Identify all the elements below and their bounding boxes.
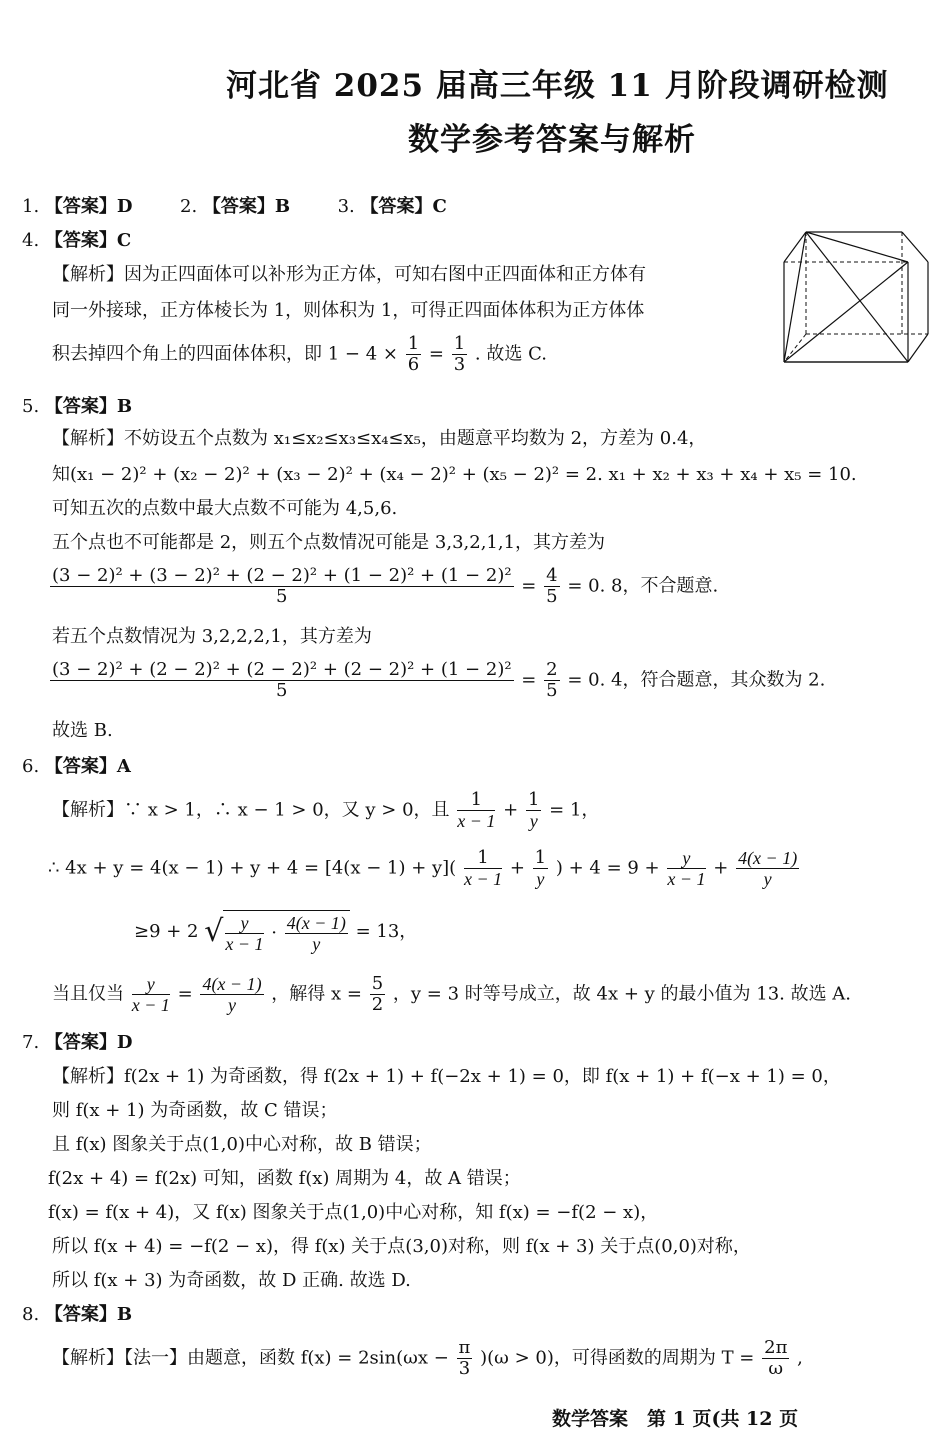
fraction [544, 660, 559, 701]
q6-number: 6. [22, 756, 40, 777]
denominator: 5 [546, 680, 558, 701]
denominator: 3 [453, 354, 466, 375]
q5-line1: 【解析】不妨设五个点数为 x₁≤x₂≤x₃≤x₄≤x₅，由题意平均数为 2，方差为 0.4， [52, 428, 707, 449]
q6-text: ，解得 x = [271, 983, 362, 1005]
fraction [370, 974, 385, 1015]
denominator: y [228, 995, 236, 1015]
q5-formula2-result: = 0. 4，符合题意，其众数为 2. [567, 669, 826, 691]
numerator: 1 [457, 790, 495, 811]
q5-line2: 知(x₁ − 2)² + (x₂ − 2)² + (x₃ − 2)² + (x₄ − 2)² + (x₅ − 2)² = 2. x₁ + x₂ + x₃ + x₄ + x₅ = 10. [52, 464, 857, 485]
numerator: (3 − 2)² + (3 − 2)² + (2 − 2)² + (1 − 2)² + (1 − 2)² [52, 565, 512, 586]
numerator: 4(x − 1) [738, 848, 798, 868]
fraction [762, 1338, 789, 1379]
fraction [544, 566, 559, 607]
numerator: 2π [764, 1337, 788, 1358]
q7-line7: 所以 f(x + 3) 为奇函数，故 D 正确. 故选 D. [52, 1270, 411, 1291]
q6-line4 [52, 974, 851, 1015]
denominator: y [312, 934, 321, 954]
q6-text: ≥9 + 2 [134, 921, 199, 942]
fraction [132, 974, 170, 1015]
denominator: 2 [371, 994, 384, 1015]
sqrt-sign: √ [204, 914, 224, 949]
denominator: 6 [407, 354, 420, 375]
q7-line3: 且 f(x) 图象关于点(1,0)中心对称，故 B 错误； [52, 1134, 432, 1155]
q4-number: 4. [22, 230, 40, 251]
denominator: y [536, 869, 545, 889]
numerator: y [132, 974, 170, 995]
q6-text: ∴ 4x + y = 4(x − 1) + y + 4 = [4(x − 1) + y]( [48, 857, 457, 879]
denominator: 3 [458, 1358, 471, 1379]
fraction [50, 660, 514, 701]
numerator: 1 [464, 848, 502, 869]
numerator: 1 [534, 847, 547, 868]
q4-answer: 【答案】C [44, 230, 132, 251]
denominator: 5 [276, 680, 288, 701]
denominator: 5 [546, 586, 558, 607]
cube-tetrahedron-diagram [780, 226, 932, 368]
q6-text-end: = 13， [355, 921, 418, 942]
q5-formula1 [48, 566, 718, 607]
fraction [736, 848, 799, 889]
numerator: 1 [527, 789, 540, 810]
q4-text: 积去掉四个角上的四面体体积，即 1 − 4 × [52, 343, 398, 365]
denominator: x − 1 [131, 995, 170, 1015]
page-title: 河北省 2025 届高三年级 11 月阶段调研检测 [226, 68, 889, 104]
q5-line6: 故选 B. [52, 720, 113, 741]
q7-line5: f(x) = f(x + 4)，又 f(x) 图象关于点(1,0)中心对称，知 f(x) = −f(2 − x)， [48, 1202, 659, 1223]
q2-answer: 【答案】B [202, 196, 291, 217]
q2-number: 2. [180, 196, 198, 217]
q6-answer: 【答案】A [44, 756, 131, 777]
fraction [200, 974, 263, 1015]
page-footer: 数学答案 第 1 页(共 12 页 [552, 1408, 799, 1430]
q5-formula2 [48, 660, 825, 701]
q8-text: 【解析】【法一】由题意，函数 f(x) = 2sin(ωx − [52, 1347, 449, 1369]
fraction [225, 913, 263, 954]
q4-line1: 【解析】因为正四面体可以补形为正方体，可知右图中正四面体和正方体有 [52, 264, 646, 285]
q7-header [22, 1032, 133, 1054]
denominator: x − 1 [667, 869, 706, 889]
q6-text-end: ，y = 3 时等号成立，故 4x + y 的最小值为 13. 故选 A. [392, 983, 852, 1005]
numerator: 2 [546, 659, 558, 680]
denominator: y [763, 869, 772, 889]
numerator: 1 [407, 333, 420, 354]
equals: = [521, 575, 537, 597]
numerator: 4 [546, 565, 558, 586]
numerator: 4(x − 1) [202, 974, 262, 994]
q5-line4: 五个点也不可能都是 2，则五个点数情况可能是 3,3,2,1,1，其方差为 [52, 532, 606, 553]
fraction [406, 334, 421, 375]
numerator: (3 − 2)² + (2 − 2)² + (2 − 2)² + (2 − 2)² + (1 − 2)² [52, 659, 512, 680]
plus: + [713, 857, 729, 879]
numerator: 5 [371, 973, 384, 994]
q7-line6: 所以 f(x + 4) = −f(2 − x)，得 f(x) 关于点(3,0)对称，则 f(x + 3) 关于点(0,0)对称， [52, 1236, 751, 1257]
q4-line2: 同一外接球，正方体棱长为 1，则体积为 1，可得正四面体体积为正方体体 [52, 300, 645, 321]
numerator: y [667, 848, 705, 869]
denominator: x − 1 [225, 934, 264, 954]
equals: = [428, 343, 444, 365]
fraction [452, 334, 467, 375]
numerator: 1 [453, 333, 466, 354]
q4-header [22, 230, 131, 252]
numerator: y [225, 913, 263, 934]
q6-line3 [134, 910, 417, 954]
q4-text-end: . 故选 C. [474, 343, 547, 365]
q5-answer: 【答案】B [44, 396, 133, 417]
q8-text: )(ω > 0)，可得函数的周期为 T = [480, 1347, 755, 1369]
fraction [533, 848, 548, 889]
sqrt-body [223, 910, 349, 954]
dot: · [271, 922, 277, 944]
denominator: x − 1 [457, 811, 496, 831]
fraction [526, 790, 541, 831]
q7-line1: 【解析】f(2x + 1) 为奇函数，得 f(2x + 1) + f(−2x + 1) = 0，即 f(x + 1) + f(−x + 1) = 0， [52, 1066, 841, 1087]
q8-text-end: , [797, 1347, 803, 1369]
plus: + [509, 857, 525, 879]
denominator: 5 [276, 586, 288, 607]
q7-line4: f(2x + 4) = f(2x) 可知，函数 f(x) 周期为 4，故 A 错误； [48, 1168, 521, 1189]
equals: = [177, 983, 193, 1005]
q3-answer: 【答案】C [360, 196, 447, 217]
plus: + [503, 799, 519, 821]
fraction [50, 566, 514, 607]
q6-line1 [52, 790, 599, 831]
q7-line2: 则 f(x + 1) 为奇函数，故 C 错误； [52, 1100, 338, 1121]
q6-text: 【解析】∵ x > 1，∴ x − 1 > 0，又 y > 0，且 [52, 799, 450, 821]
denominator: ω [768, 1358, 784, 1379]
q5-line3: 可知五次的点数中最大点数不可能为 4,5,6. [52, 498, 398, 519]
q5-header [22, 396, 132, 418]
q4-line3 [52, 334, 547, 375]
q8-number: 8. [22, 1304, 40, 1325]
equals: = [521, 669, 537, 691]
q6-line2 [48, 848, 801, 889]
q8-answer: 【答案】B [44, 1304, 133, 1325]
fraction [285, 913, 348, 954]
q8-line1 [52, 1338, 803, 1379]
q1-number: 1. [22, 196, 40, 217]
fraction [457, 790, 495, 831]
q6-text-end: = 1， [549, 799, 600, 821]
fraction [464, 848, 502, 889]
denominator: x − 1 [463, 869, 503, 889]
numerator: 4(x − 1) [286, 913, 346, 933]
q7-answer: 【答案】D [44, 1032, 133, 1053]
fraction [457, 1338, 473, 1379]
q1-answer: 【答案】D [44, 196, 133, 217]
denominator: y [529, 811, 538, 831]
q6-text: ) + 4 = 9 + [555, 857, 660, 879]
fraction [667, 848, 705, 889]
answers-1-3 [22, 196, 447, 218]
q3-number: 3. [337, 196, 355, 217]
q6-text: 当且仅当 [52, 983, 124, 1005]
q7-number: 7. [22, 1032, 40, 1053]
q6-header [22, 756, 131, 778]
q8-header [22, 1304, 132, 1326]
page-subtitle: 数学参考答案与解析 [408, 122, 696, 158]
q5-number: 5. [22, 396, 40, 417]
q5-line5: 若五个点数情况为 3,2,2,2,1，其方差为 [52, 626, 372, 647]
q5-formula1-result: = 0. 8，不合题意. [567, 575, 719, 597]
numerator: π [458, 1337, 471, 1358]
